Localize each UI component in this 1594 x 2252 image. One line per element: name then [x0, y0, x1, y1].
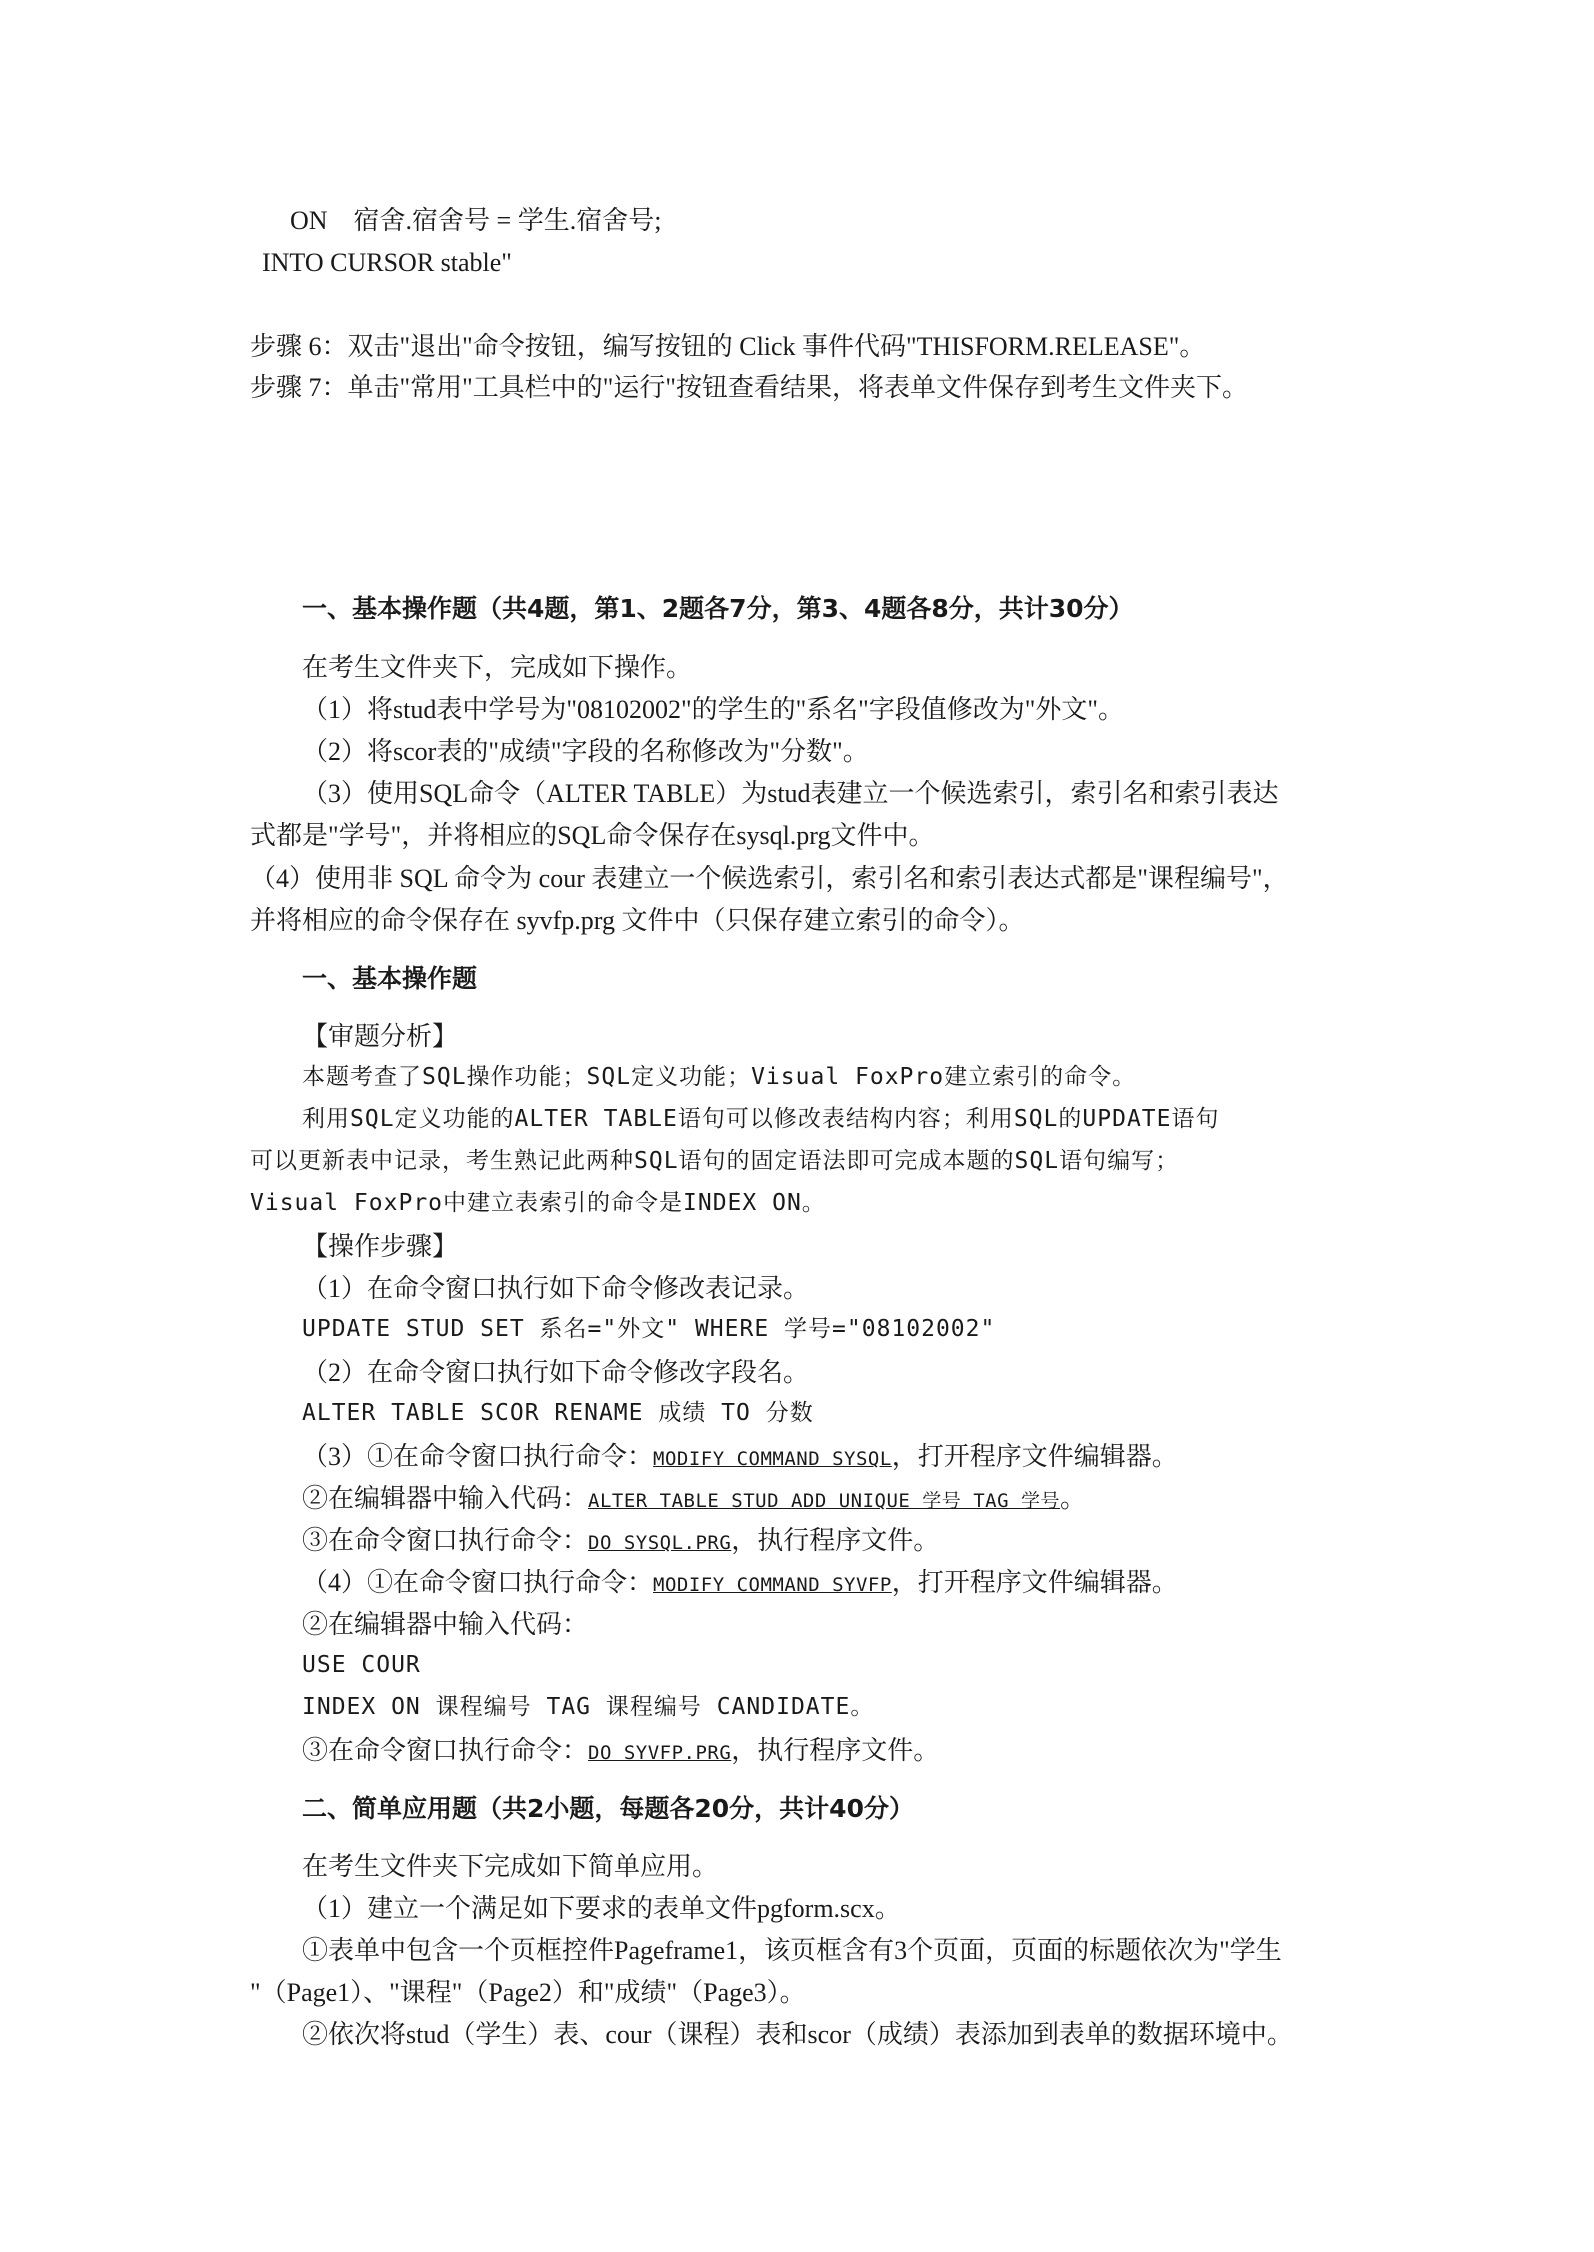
step-2-code: ALTER TABLE SCOR RENAME 成绩 TO 分数 [302, 1400, 814, 1426]
question-4-line2: 并将相应的命令保存在 syvfp.prg 文件中（只保存建立索引的命令）。 [250, 906, 1025, 935]
analysis-line-1: 本题考查了SQL操作功能；SQL定义功能；Visual FoxPro建立索引的命令。 [302, 1064, 1137, 1090]
section1-intro: 在考生文件夹下，完成如下操作。 [302, 653, 693, 682]
answer1-heading: 一、基本操作题 [302, 964, 478, 993]
step-1-text: （1）在命令窗口执行如下命令修改表记录。 [302, 1274, 810, 1303]
step-2-text: （2）在命令窗口执行如下命令修改字段名。 [302, 1358, 810, 1387]
step-3b-prefix: ②在编辑器中输入代码： [302, 1484, 589, 1513]
step-4c-suffix: ，执行程序文件。 [731, 1736, 940, 1765]
step-4b: ②在编辑器中输入代码： [302, 1610, 589, 1639]
question-1: （1）将stud表中学号为"08102002"的学生的"系名"字段值修改为"外文"。 [302, 695, 1125, 724]
analysis-line-4: Visual FoxPro中建立表索引的命令是INDEX ON。 [250, 1190, 826, 1216]
code-into-line: INTO CURSOR stable" [262, 248, 512, 277]
step-3a [302, 1444, 1178, 1470]
section2-intro: 在考生文件夹下完成如下简单应用。 [302, 1852, 719, 1881]
step-4c-prefix: ③在命令窗口执行命令： [302, 1736, 589, 1765]
question-4-line1: （4）使用非 SQL 命令为 cour 表建立一个候选索引，索引名和索引表达式都是"课程编号"， [250, 864, 1289, 893]
section2-q1b: ②依次将stud（学生）表、cour（课程）表和scor（成绩）表添加到表单的数据环境中。 [302, 2020, 1293, 2049]
step-4c [302, 1738, 939, 1764]
step-4a-command: MODIFY COMMAND SYVFP [653, 1574, 892, 1596]
step-3b [302, 1486, 1086, 1512]
step-3a-suffix: ，打开程序文件编辑器。 [891, 1442, 1178, 1471]
steps-label: 【操作步骤】 [302, 1232, 459, 1261]
step-4c-command: DO SYVFP.PRG [588, 1742, 732, 1764]
code-on-line: ON 宿舍.宿舍号 = 学生.宿舍号; [290, 206, 662, 235]
question-2: （2）将scor表的"成绩"字段的名称修改为"分数"。 [302, 737, 869, 766]
section2-question-1: （1）建立一个满足如下要求的表单文件pgform.scx。 [302, 1894, 901, 1923]
section1-heading: 一、基本操作题（共4题，第1、2题各7分，第3、4题各8分，共计30分） [302, 594, 1134, 623]
step-7: 步骤 7：单击"常用"工具栏中的"运行"按钮查看结果，将表单文件保存到考生文件夹下。 [250, 373, 1248, 402]
step-3a-command: MODIFY COMMAND SYSQL [653, 1448, 892, 1470]
step-3c-command: DO SYSQL.PRG [588, 1532, 732, 1554]
analysis-label: 【审题分析】 [302, 1022, 459, 1051]
section2-heading: 二、简单应用题（共2小题，每题各20分，共计40分） [302, 1794, 914, 1823]
question-3-line1: （3）使用SQL命令（ALTER TABLE）为stud表建立一个候选索引，索引名和索引表达 [302, 779, 1279, 808]
step-3b-suffix: 。 [1060, 1484, 1087, 1513]
question-3-line2: 式都是"学号"，并将相应的SQL命令保存在sysql.prg文件中。 [250, 821, 935, 850]
step-6: 步骤 6：双击"退出"命令按钮，编写按钮的 Click 事件代码"THISFORM.RELEASE"。 [250, 332, 1206, 361]
step-4-code-2: INDEX ON 课程编号 TAG 课程编号 CANDIDATE。 [302, 1694, 875, 1720]
step-3c-prefix: ③在命令窗口执行命令： [302, 1526, 589, 1555]
analysis-line-2: 利用SQL定义功能的ALTER TABLE语句可以修改表结构内容；利用SQL的UPDATE语句 [302, 1106, 1220, 1132]
step-3a-prefix: （3）①在命令窗口执行命令： [302, 1442, 654, 1471]
step-3c-suffix: ，执行程序文件。 [731, 1526, 940, 1555]
step-1-code: UPDATE STUD SET 系名="外文" WHERE 学号="08102002" [302, 1316, 996, 1342]
analysis-line-3: 可以更新表中记录，考生熟记此两种SQL语句的固定语法即可完成本题的SQL语句编写； [250, 1148, 1180, 1174]
step-3c [302, 1528, 939, 1554]
step-4a [302, 1570, 1178, 1596]
step-4-code-1: USE COUR [302, 1652, 421, 1678]
section2-q1a-line2: "（Page1）、"课程"（Page2）和"成绩"（Page3）。 [250, 1978, 806, 2007]
step-4a-suffix: ，打开程序文件编辑器。 [891, 1568, 1178, 1597]
section2-q1a-line1: ①表单中包含一个页框控件Pageframe1，该页框含有3个页面，页面的标题依次为"学生 [302, 1936, 1282, 1965]
step-3b-command: ALTER TABLE STUD ADD UNIQUE 学号 TAG 学号 [588, 1490, 1061, 1512]
step-4a-prefix: （4）①在命令窗口执行命令： [302, 1568, 654, 1597]
